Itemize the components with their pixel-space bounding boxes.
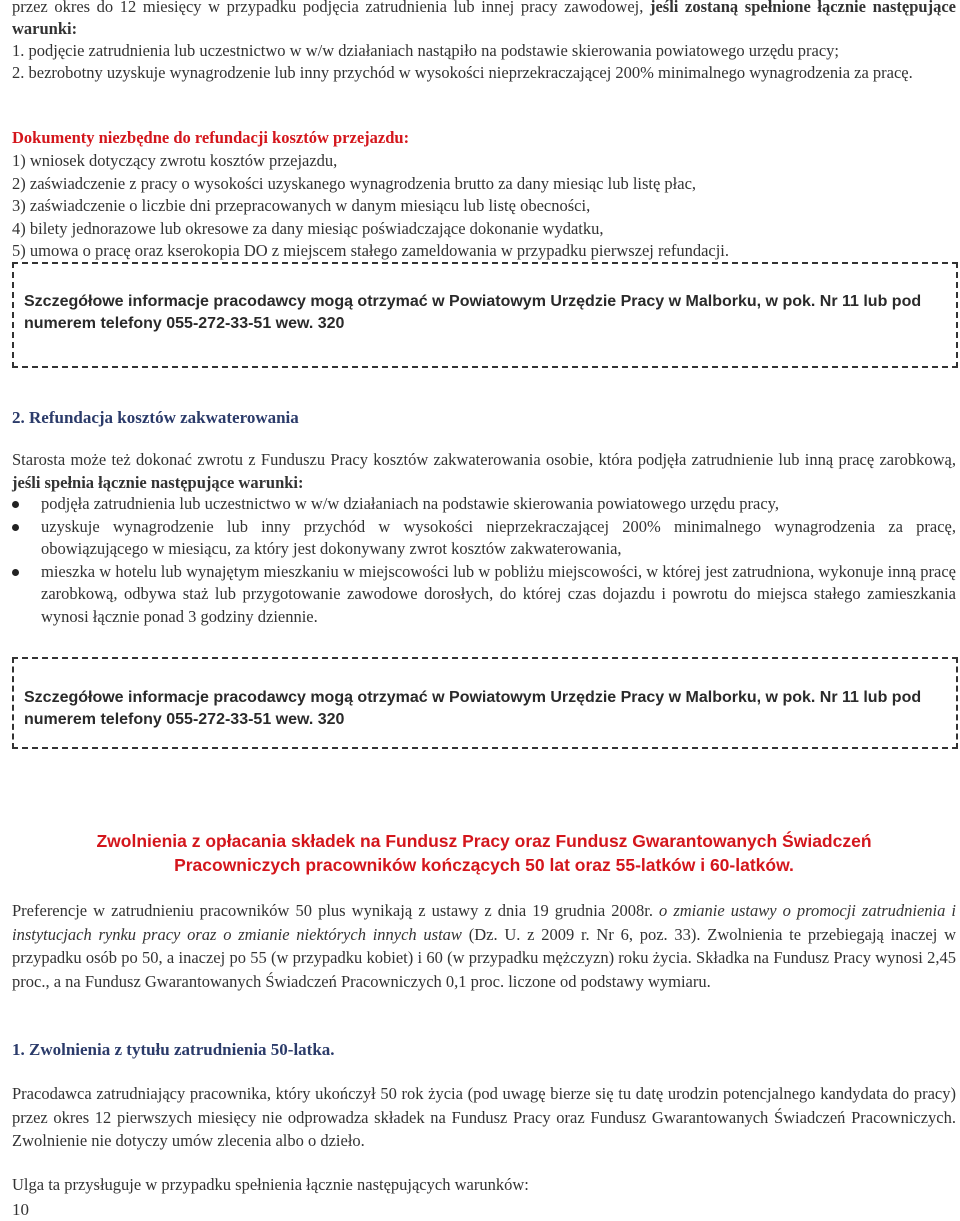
continuation-text: przez okres do 12 miesięcy w przypadku podjęcia zatrudnienia lub innej pracy zawodowej, [12,0,644,16]
info-box [12,657,958,749]
info-box [12,262,958,368]
document-item: 4) bilety jednorazowe lub okresowe za dany miesiąc poświadczające dokonanie wydatku, [12,218,604,238]
condition-item: 2. bezrobotny uzyskuje wynagrodzenie lub inny przychód w wysokości nieprzekraczającej 200% minimalnego wynagrodzenia za pracę. [12,63,913,82]
bullet-icon [12,501,19,508]
accommodation-intro-text: Starosta może też dokonać zwrotu z Funduszu Pracy kosztów zakwaterowania osobie, która podjęła zatrudnienie lub inną pracę zarobkową, [12,450,956,469]
accommodation-intro [12,449,956,494]
employer-paragraph: Pracodawca zatrudniający pracownika, który ukończył 50 rok życia (pod uwagę bierze się tu datę urodzin potencjalnego kandydata do pracy) przez okres 12 pierwszych miesięcy nie odprowadza składek na Fundusz Pracy oraz Fundusz Gwarantowanych Świadczeń Pracowniczych. Zwolnienie nie dotyczy umów zlecenia albo o dzieło. [12,1084,956,1150]
preferences-text: Preferencje w zatrudnieniu pracowników 50 plus wynikają z ustawy z dnia 19 grudnia 2008r. [12,901,653,920]
documents-section [12,126,956,263]
section-title-50-year-old: 1. Zwolnienia z tytułu zatrudnienia 50-latka. [12,1040,335,1059]
document-item: 3) zaświadczenie o liczbie dni przepracowanych w danym miesiącu lub listę obecności, [12,196,591,215]
continuation-paragraph [12,0,956,40]
preferences-text: (Dz. U. z 2009 r. Nr 6, poz. 33). Zwolnienia te przebiegają inaczej w przypadku osób po 50, a inaczej po 55 (w przypadku kobiet) i 60 (w przypadku mężczyzn) roku życia. Składka na Fundusz Pracy wynosi 2,45 proc., a na Fundusz Gwarantowanych Świadczeń Pracowniczych 0,1 proc. liczone od podstawy wymiaru. [12,924,957,991]
bullet-text: mieszka w hotelu lub wynajętym mieszkaniu w miejscowości lub w pobliżu miejscowości, w której jest zatrudniona, wykonuje inną pracę zarobkową, odbywa staż lub przygotowanie zawodowe dorosłych, do której czas dojazdu i powrotu do miejsca stałego zamieszkania wynosi łącznie ponad 3 godziny dziennie. [41,561,956,626]
accommodation-intro-bold: jeśli spełnia łącznie następujące warunki: [12,472,304,492]
continuation-conditions-bold: jeśli zostaną spełnione łącznie następujące warunki: [12,0,956,38]
conditions-list [12,40,956,84]
page-number: 10 [12,1200,29,1219]
accommodation-conditions-list [12,493,956,628]
document-item: 5) umowa o pracę oraz kserokopia DO z miejscem stałego zameldowania w przypadku pierwszej refundacji. [12,241,730,260]
bullet-item [12,493,956,516]
info-box-text: Szczegółowe informacje pracodawcy mogą otrzymać w Powiatowym Urzędzie Pracy w Malborku, w pok. Nr 11 lub pod numerem telefony 055-272-33-51 wew. 320 [24,293,922,332]
bullet-text: podjęła zatrudnienia lub uczestnictwo w w/w działaniach na podstawie skierowania powiatowego urzędu pracy, [41,494,779,513]
bullet-item [12,516,956,561]
info-box-text: Szczegółowe informacje pracodawcy mogą otrzymać w Powiatowym Urzędzie Pracy w Malborku, w pok. Nr 11 lub pod numerem telefony 055-272-33-51 wew. 320 [24,689,922,728]
relief-conditions-intro: Ulga ta przysługuje w przypadku spełnienia łącznie następujących warunków: [12,1175,529,1194]
bullet-icon [12,524,19,531]
bullet-item [12,561,956,629]
main-title-line: Pracowniczych pracowników kończących 50 lat oraz 55-latków i 60-latków. [174,855,794,875]
documents-heading: Dokumenty niezbędne do refundacji kosztów przejazdu: [12,128,410,147]
preferences-paragraph [12,899,956,993]
document-item: 1) wniosek dotyczący zwrotu kosztów przejazdu, [12,151,338,170]
document-item: 2) zaświadczenie z pracy o wysokości uzyskanego wynagrodzenia brutto za dany miesiąc lub listę płac, [12,173,697,193]
act-title-italic: o zmianie ustawy o promocji zatrudnienia i instytucjach rynku pracy oraz o zmianie niektórych innych ustaw [12,901,956,944]
main-title [12,829,956,877]
section-title-accommodation: 2. Refundacja kosztów zakwaterowania [12,408,299,427]
bullet-text: uzyskuje wynagrodzenie lub inny przychód w wysokości nieprzekraczającej 200% minimalnego wynagrodzenia za pracę, obowiązującego w miesiącu, za który jest dokonywany zwrot kosztów zakwaterowania, [41,516,956,558]
bullet-icon [12,569,19,576]
main-title-line: Zwolnienia z opłacania składek na Fundusz Pracy oraz Fundusz Gwarantowanych Świadczeń [96,831,872,851]
continuation-block [12,0,956,84]
condition-item: 1. podjęcie zatrudnienia lub uczestnictwo w w/w działaniach nastąpiło na podstawie skierowania powiatowego urzędu pracy; [12,41,840,60]
